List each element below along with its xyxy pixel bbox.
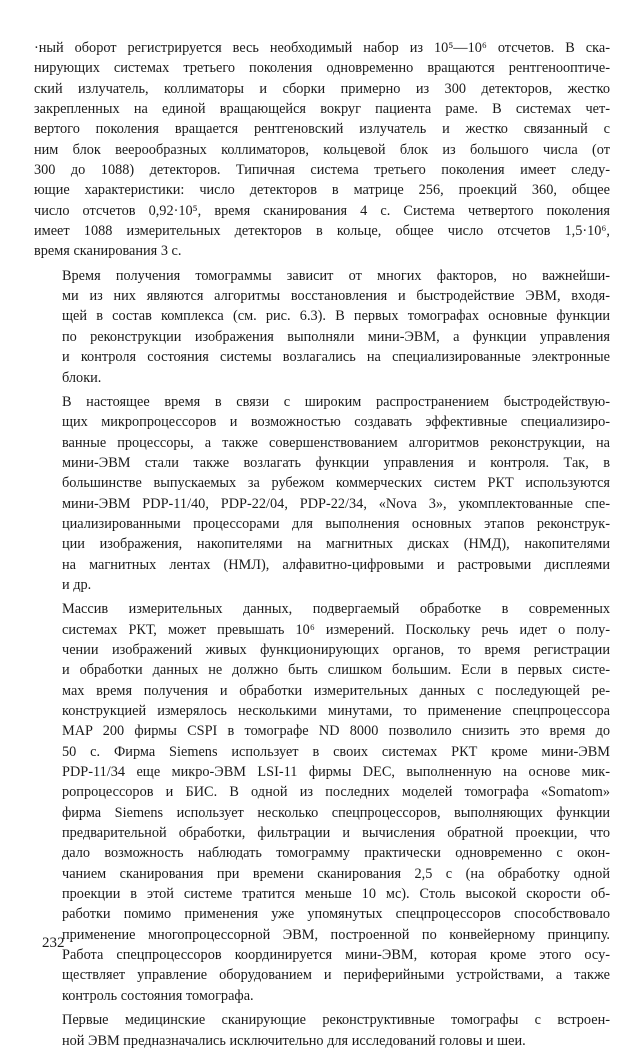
text-line: мах время получения и обработки измерительных данных с последующей ре- [62, 682, 610, 699]
text-line: дало возможность наблюдать томограмму практически одновременно с окон- [62, 845, 610, 862]
text-line: Массив измерительных данных, подвергаемый обработке в современных [62, 601, 610, 618]
text-line: MAP 200 фирмы CSPI в томографе ND 8000 позволило снизить это время до [62, 723, 610, 740]
paragraph-2 [34, 266, 610, 388]
text-line: ществляет управление оборудованием и периферийными устройствами, а также [62, 967, 610, 984]
text-line: ванные процессоры, а также совершенствованием алгоритмов реконструкции, на [62, 434, 610, 451]
text-line: работки помимо применения уже упомянутых спецпроцессоров способствовало [62, 906, 610, 923]
text-line: и контроля состояния системы возлагались на специализированные электронные [62, 349, 610, 366]
text-line: предварительной обработки, фильтрации и вычисления обратной проекции, что [62, 825, 610, 842]
text-line: ной ЭВМ предназначались исключительно для исследований головы и шеи. [62, 1032, 526, 1049]
page-body [34, 38, 610, 1055]
text-line: время сканирования 3 с. [34, 243, 182, 260]
text-line: Работа спецпроцессоров координируется мини-ЭВМ, которая кроме этого осу- [62, 947, 610, 964]
text-line: ский излучатель, коллиматоры и сборки примерно из 300 детекторов, жестко [34, 80, 610, 97]
text-line: В настоящее время в связи с широким распространением быстродействую- [62, 393, 610, 410]
paragraph-4 [34, 599, 610, 1006]
paragraph-3 [34, 392, 610, 595]
text-line: ющие характеристики: число детекторов в матрице 256, проекций 360, общее [34, 182, 610, 199]
text-line: PDP-11/34 еще микро-ЭВМ LSI-11 фирмы DEC, выполненную на основе мик- [62, 764, 610, 781]
text-line: число отсчетов 0,92·10⁵, время сканирования 4 с. Система четвертого поколения [34, 202, 610, 219]
text-line: применение многопроцессорной ЭВМ, построенной по конвейерному принципу. [62, 926, 610, 943]
text-line: проекции в этой системе тратится меньше 10 мс). Столь высокой скорости об- [62, 886, 610, 903]
text-line: 300 до 1088) детекторов. Типичная система третьего поколения имеет следу- [34, 162, 610, 179]
text-line: ропроцессоров и БИС. В одной из последних моделей томографа «Somatom» [62, 784, 610, 801]
text-line: мини-ЭВМ стали также возлагать функции управления и контроля. Так, в [62, 454, 610, 471]
text-line: имеет 1088 измерительных детекторов в кольце, общее число отсчетов 1,5·10⁶, [34, 223, 610, 240]
text-line: блоки. [62, 369, 102, 386]
text-line: контроль состояния томографа. [62, 987, 254, 1004]
text-line: по реконструкции изображения выполняли мини-ЭВМ, а функции управления [62, 328, 610, 345]
text-line: 50 с. Фирма Siemens использует в своих системах РКТ кроме мини-ЭВМ [62, 743, 610, 760]
text-line: ции изображения, накопителями на магнитных дисках (НМД), накопителями [62, 536, 610, 553]
text-line: Время получения томограммы зависит от многих факторов, но важнейши- [62, 267, 610, 284]
text-line: большинстве выпускаемых за рубежом коммерческих систем РКТ используются [62, 475, 610, 492]
text-line: вертого поколения вращается рентгеновский излучатель и жестко связанный с [34, 121, 610, 138]
text-line: системах РКТ, может превышать 10⁶ измерений. Поскольку речь идет о полу- [62, 621, 610, 638]
paragraph-5 [34, 1010, 610, 1051]
text-line: циализированными процессорами для выполнения основных этапов реконструк- [62, 515, 610, 532]
text-line: ним блок веерообразных коллиматоров, кольцевой блок из большого числа (от [34, 141, 610, 158]
text-line: щих микропроцессоров и возможностью создавать эффективные специализиро- [62, 414, 610, 431]
text-line: конструкцией измерялось несколькими минутами, то применение спецпроцессора [62, 703, 610, 719]
page-number: 232 [42, 935, 65, 951]
text-line: на магнитных лентах (НМЛ), алфавитно-цифровыми и растровыми дисплеями [62, 556, 610, 573]
text-line: и обработки данных не должно быть слишком большим. Если в первых систе- [62, 662, 610, 679]
text-line: нирующих системах третьего поколения одновременно вращаются рентгенооптиче- [34, 60, 610, 77]
text-line: чанием сканирования при времени сканирования 2,5 с (на обработку одной [62, 865, 610, 882]
text-line: и др. [62, 576, 92, 593]
paragraph-1 [34, 38, 610, 262]
text-line: фирма Siemens использует несколько спецпроцессоров, выполняющих функции [62, 804, 610, 821]
text-line: Первые медицинские сканирующие реконструктивные томографы с встроен- [62, 1012, 610, 1029]
text-line: ми из них являются алгоритмы восстановления и быстродействие ЭВМ, входя- [62, 288, 610, 305]
text-line: чении изображений живых функционирующих органов, то время регистрации [62, 641, 610, 658]
text-line: закрепленных на единой вращающейся вокруг пациента раме. В системах чет- [34, 101, 610, 118]
text-line: ·ный оборот регистрируется весь необходимый набор из 10⁵—10⁶ отсчетов. В ска- [34, 40, 610, 56]
text-line: мини-ЭВМ PDP-11/40, PDP-22/04, PDP-22/34, «Nova 3», укомплектованные спе- [62, 495, 610, 512]
text-line: щей в состав комплекса (см. рис. 6.3). В первых томографах основные функции [62, 308, 610, 325]
